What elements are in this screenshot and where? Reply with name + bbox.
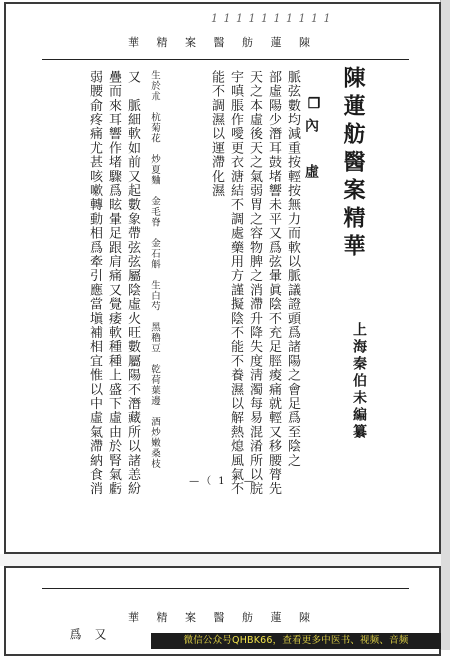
body-column: 又 脈細軟如前又起數象帶弦弦屬陰虛火旺數屬陽不潛藏所以諸恙紛 <box>125 70 140 496</box>
body-column: 能不調濕以運滯化濕 <box>209 70 224 198</box>
prescription-column: 生於朮 杭菊花 炒夏麯 金毛脊 金石斛 生白芍 黑穭豆 乾荷葉邊 酒炒嫩桑枝 <box>149 70 160 469</box>
section-marker-icon: ❐ <box>306 96 322 112</box>
editor-credit: 上海秦伯未編纂 <box>351 322 367 441</box>
page-number: —（ 1 ）— <box>189 476 256 487</box>
header-rule <box>42 59 409 60</box>
body-column: 又 <box>93 628 107 642</box>
body-column: 部虛陽少潛耳鼓堵響未平又爲弦暈眞陰不充足脛痠痛就輕又移腰膂先 <box>266 70 281 496</box>
scan-mark: 1 1 1 1 1 1 1 1 1 1 <box>211 12 332 25</box>
header-rule <box>42 588 409 589</box>
book-title: 陳蓮舫醫案精華 <box>340 66 366 262</box>
body-column: 爲 <box>68 628 82 642</box>
body-column: 弱腰俞疼痛尤甚咳嗽轉動相爲牽引應當塡補相宜惟以中虛氣滯納食消 <box>87 70 102 496</box>
scrollbar[interactable] <box>440 0 450 650</box>
running-header: 華 精 案 醫 舫 蓮 陳 <box>128 36 317 49</box>
page-1 <box>4 2 441 554</box>
watermark-banner: 微信公众号QHBK66，查看更多中医书、视频、音频 <box>151 633 441 649</box>
body-column: 疊而來耳響作堵驟爲眩暈足跟肩痛又覺痿軟種種上盛下虛由於腎氣虧 <box>106 70 121 496</box>
body-column: 天之本虛後天之氣弱胃之容物脾之消滯升降失度淸濁每易混淆所以脘 <box>247 70 262 496</box>
page-gap <box>0 554 441 566</box>
body-column: 脈弦數均減重按輕按無力而軟以脈議證頭爲諸陽之會足爲至陰之 <box>285 70 300 468</box>
body-column: 宇嗔脹作噯更衣溏結不調處藥用方謹擬陰不能不養濕以解熱熄風氣不 <box>228 70 243 496</box>
section-title: 內 虛 <box>303 118 319 186</box>
running-header: 華 精 案 醫 舫 蓮 陳 <box>128 611 317 624</box>
